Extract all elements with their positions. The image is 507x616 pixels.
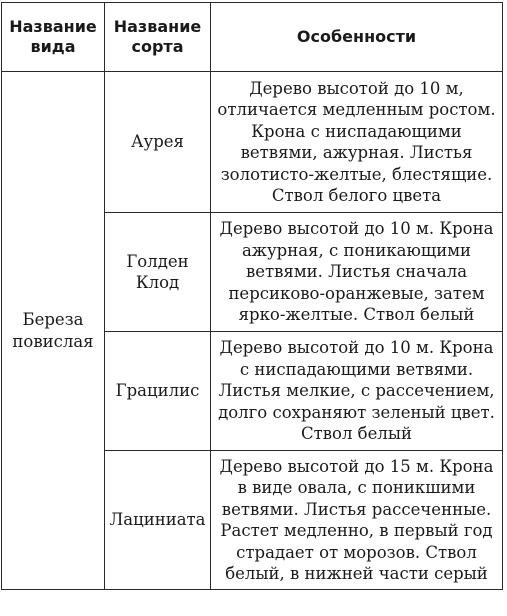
- features-cell: Дерево высотой до 15 м. Крона в виде овала, с поникшими ветвями. Листья рассеченные. Растет медленно, в первый год страдает от морозов. Ствол белый, в нижней части серый: [211, 451, 503, 590]
- birch-varieties-table: [1, 2, 503, 590]
- features-cell: Дерево высотой до 10 м. Крона с ниспадающими ветвями. Листья мелкие, с рассечением, долго сохраняют зеленый цвет. Ствол белый: [211, 332, 503, 451]
- variety-cell: Лациниата: [105, 451, 211, 590]
- table-header: [2, 3, 503, 72]
- variety-cell: Аурея: [105, 72, 211, 213]
- features-cell: Дерево высотой до 10 м. Крона ажурная, с поникающими ветвями. Листья сначала персиково-оранжевые, затем ярко-желтые. Ствол белый: [211, 213, 503, 332]
- features-cell: Дерево высотой до 10 м, отличается медленным ростом. Крона с ниспадающими ветвями, ажурная. Листья золотисто-желтые, блестящие. Ствол белого цвета: [211, 72, 503, 213]
- table-row: [2, 72, 503, 213]
- table-body: [2, 72, 503, 590]
- variety-cell: Грацилис: [105, 332, 211, 451]
- variety-cell: Голден Клод: [105, 213, 211, 332]
- header-species: Название вида: [2, 3, 105, 72]
- header-variety: Название сорта: [105, 3, 211, 72]
- header-row: [2, 3, 503, 72]
- species-cell: Береза повислая: [2, 72, 105, 590]
- header-features: Особенности: [211, 3, 503, 72]
